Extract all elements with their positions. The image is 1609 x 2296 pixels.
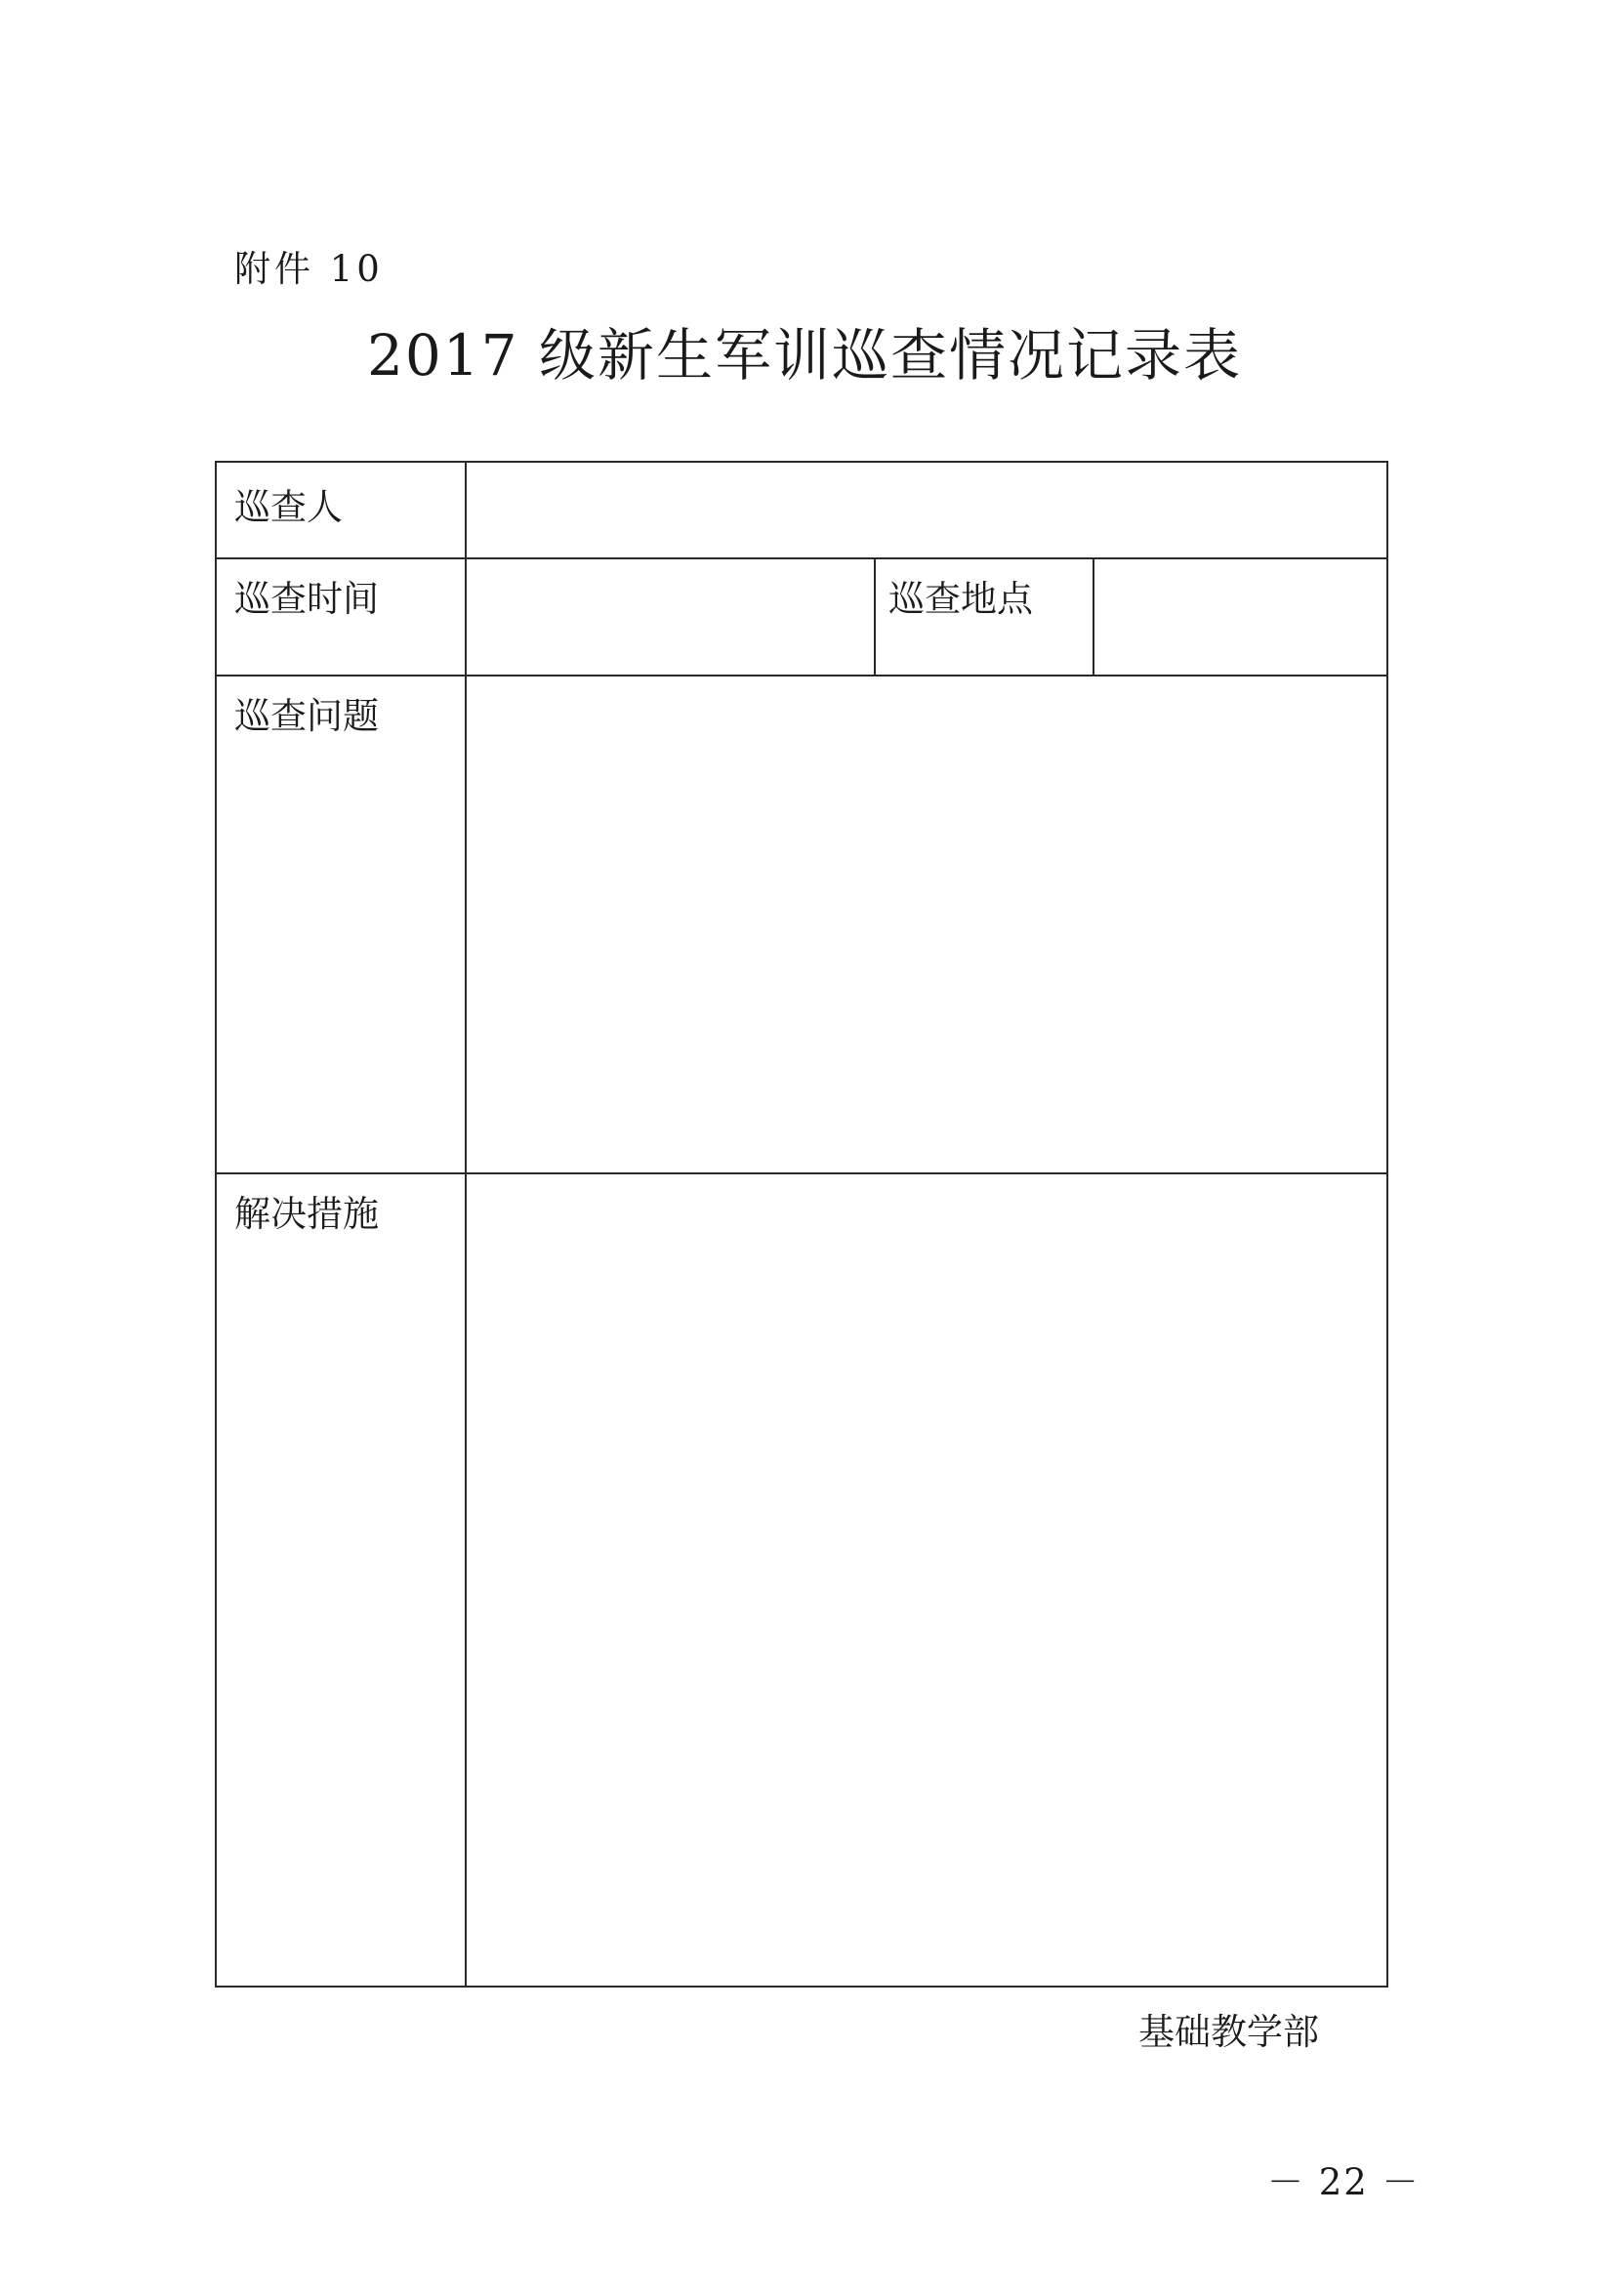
inspection-time-label: 巡查时间 [234, 578, 379, 620]
department-signature: 基础教学部 [1138, 2011, 1319, 2053]
solution-measures-field[interactable] [467, 1174, 1386, 1986]
inspection-problems-label: 巡查问题 [234, 695, 379, 737]
inspection-time-field[interactable] [467, 559, 874, 675]
solution-measures-label: 解决措施 [234, 1193, 379, 1235]
time-location-divider [874, 557, 876, 676]
inspection-problems-field[interactable] [467, 676, 1386, 1172]
attachment-label: 附件 10 [234, 248, 384, 290]
inspection-location-label: 巡查地点 [888, 578, 1033, 620]
inspector-label: 巡查人 [234, 486, 343, 528]
page-title: 2017 级新生军训巡查情况记录表 [366, 322, 1243, 389]
inspection-location-field[interactable] [1094, 559, 1386, 675]
page-number: － 22 － [1267, 2161, 1421, 2203]
inspection-record-table [215, 461, 1388, 1988]
inspector-field[interactable] [467, 463, 1386, 557]
